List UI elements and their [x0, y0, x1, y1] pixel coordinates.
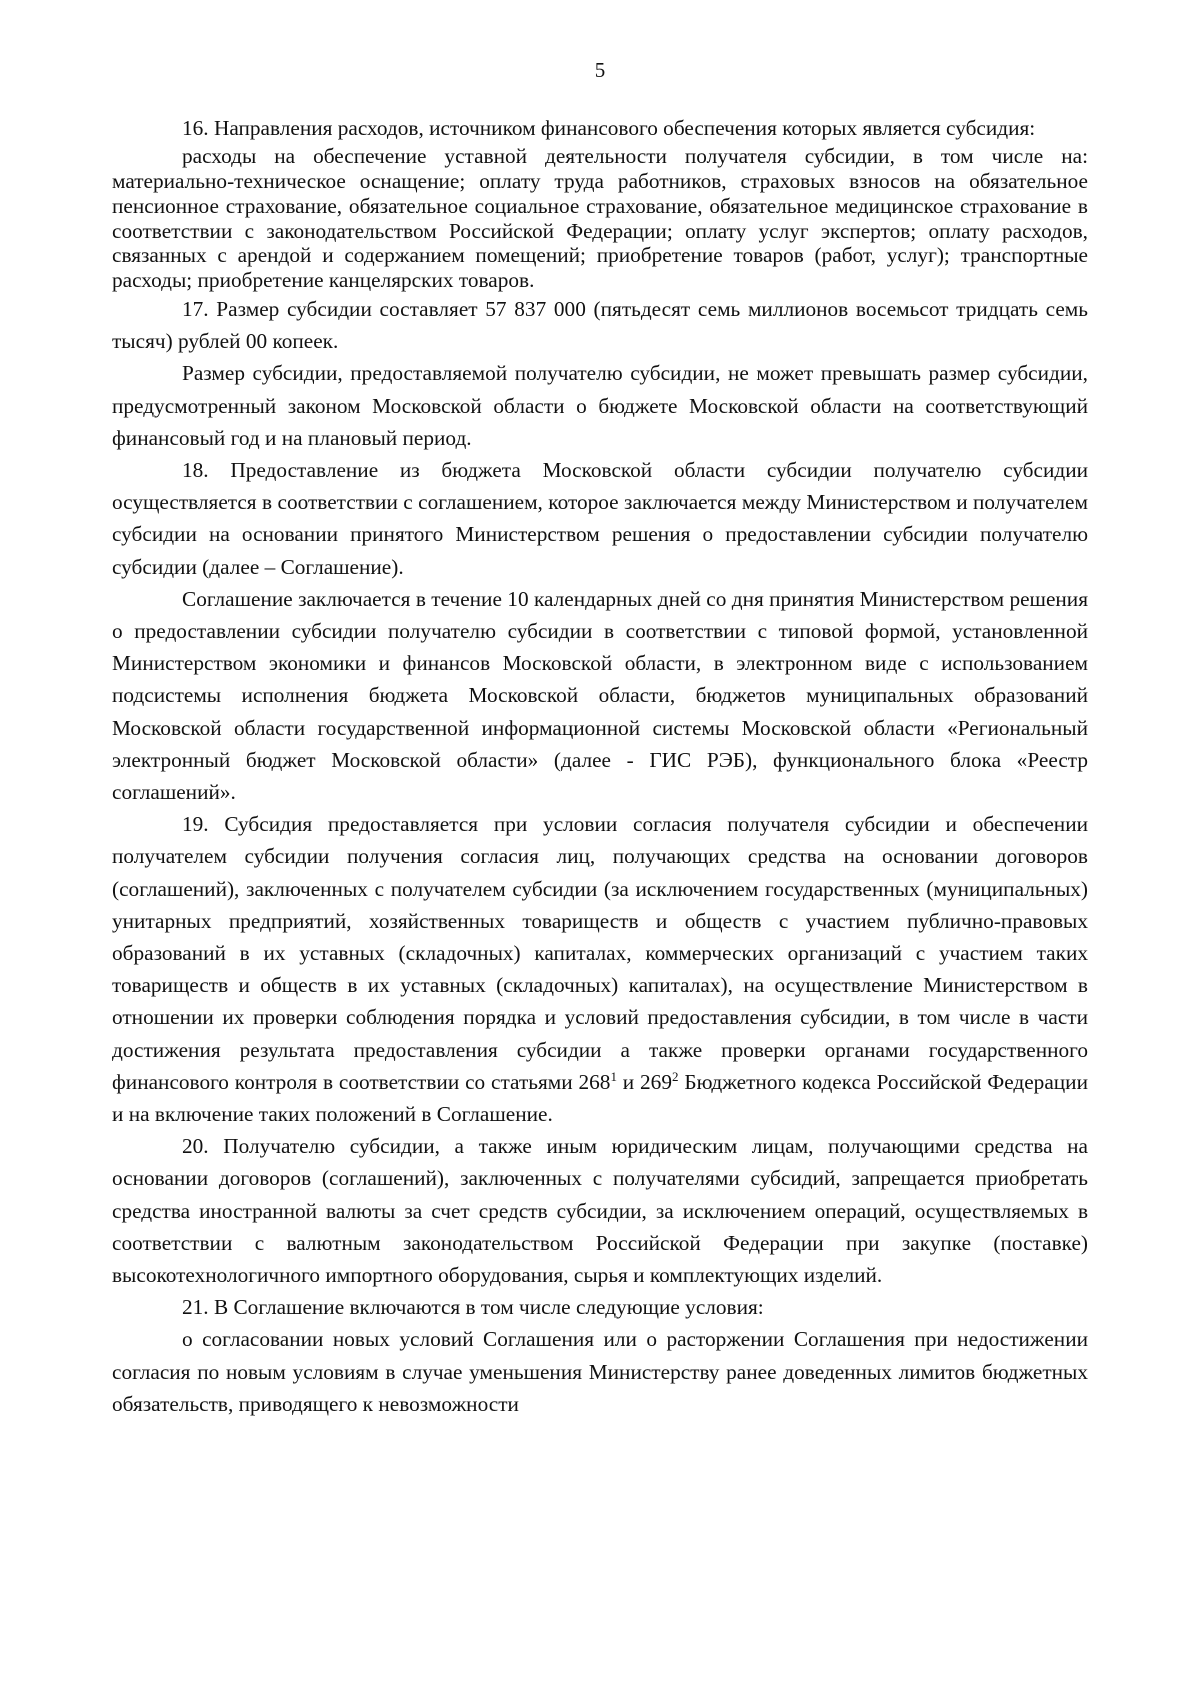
paragraph-16-body: расходы на обеспечение уставной деятельности получателя субсидии, в том числе на: материально-техническое оснащение; оплату труда работников, страховых взносов на обязательное пенсионное страхование, обязательное социальное страхование, обязательное медицинское страхование в соответствии с законодательством Российской Федерации; оплату услуг экспертов; оплату расходов, связанных с арендой и содержанием помещений; приобретение товаров (работ, услуг); транспортные расходы; приобретение канцелярских товаров.: [112, 144, 1088, 293]
paragraph-21: 21. В Соглашение включаются в том числе следующие условия:: [182, 1295, 764, 1320]
superscript-2: 2: [671, 1068, 679, 1084]
paragraph-20: 20. Получателю субсидии, а также иным юридическим лицам, получающими средства на основании договоров (соглашений), заключенных с получателями субсидий, запрещается приобретать средства иностранной валюты за счет средств субсидии, за исключением операций, осуществляемых в соответствии с валютным законодательством Российской Федерации при закупке (поставке) высокотехнологичного импортного оборудования, сырья и комплектующих изделий.: [112, 1134, 1088, 1288]
page-number: 5: [594, 58, 606, 82]
paragraph-19-text-3: Бюджетного кодекса Российской Федерации и на включение таких положений в Соглашение.: [112, 1069, 1088, 1127]
paragraph-19-text: 19. Субсидия предоставляется при условии согласия получателя субсидии и обеспечении получателем субсидии получения согласия лиц, получающих средства на основании договоров (соглашений), заключенных с получателем субсидии (за исключением государственных (муниципальных) унитарных предприятий, хозяйственных товариществ и обществ с участием публично-правовых образований в их уставных (складочных) капиталах, коммерческих организаций с участием таких товариществ и обществ в их уставных (складочных) капиталах), на осуществление Министерством в отношении их проверки соблюдения порядка и условий предоставления субсидии, в том числе в части достижения результата предоставления субсидии а также проверки органами государственного финансового контроля в соответствии со статьями 268: [112, 812, 1088, 1094]
document-body: [112, 112, 1088, 1420]
paragraph-16: 16. Направления расходов, источником финансового обеспечения которых является субсидия:: [182, 116, 1036, 140]
paragraph-21-body: о согласовании новых условий Соглашения или о расторжении Соглашения при недостижении согласия по новым условиям в случае уменьшения Министерству ранее доведенных лимитов бюджетных обязательств, приводящего к невозможности: [112, 1327, 1088, 1416]
paragraph-19: [112, 808, 1088, 1130]
paragraph-19-text-2: и 269: [616, 1069, 672, 1094]
paragraph-18-body: Соглашение заключается в течение 10 календарных дней со дня принятия Министерством решения о предоставлении субсидии получателю субсидии в соответствии с типовой формой, установленной Министерством экономики и финансов Московской области, в электронном виде с использованием подсистемы исполнения бюджета Московской области, бюджетов муниципальных образований Московской области государственной информационной системы Московской области «Региональный электронный бюджет Московской области» (далее - ГИС РЭБ), функционального блока «Реестр соглашений».: [112, 586, 1088, 805]
paragraph-17: 17. Размер субсидии составляет 57 837 000 (пятьдесят семь миллионов восемьсот тридцать семь тысяч) рублей 00 копеек.: [112, 296, 1088, 354]
paragraph-17-body: Размер субсидии, предоставляемой получателю субсидии, не может превышать размер субсидии, предусмотренный законом Московской области о бюджете Московской области на соответствующий финансовый год и на плановый период.: [112, 361, 1088, 450]
paragraph-18: 18. Предоставление из бюджета Московской области субсидии получателю субсидии осуществляется в соответствии с соглашением, которое заключается между Министерством и получателем субсидии на основании принятого Министерством решения о предоставлении субсидии получателю субсидии (далее – Соглашение).: [112, 458, 1088, 579]
superscript-1: 1: [610, 1068, 617, 1084]
